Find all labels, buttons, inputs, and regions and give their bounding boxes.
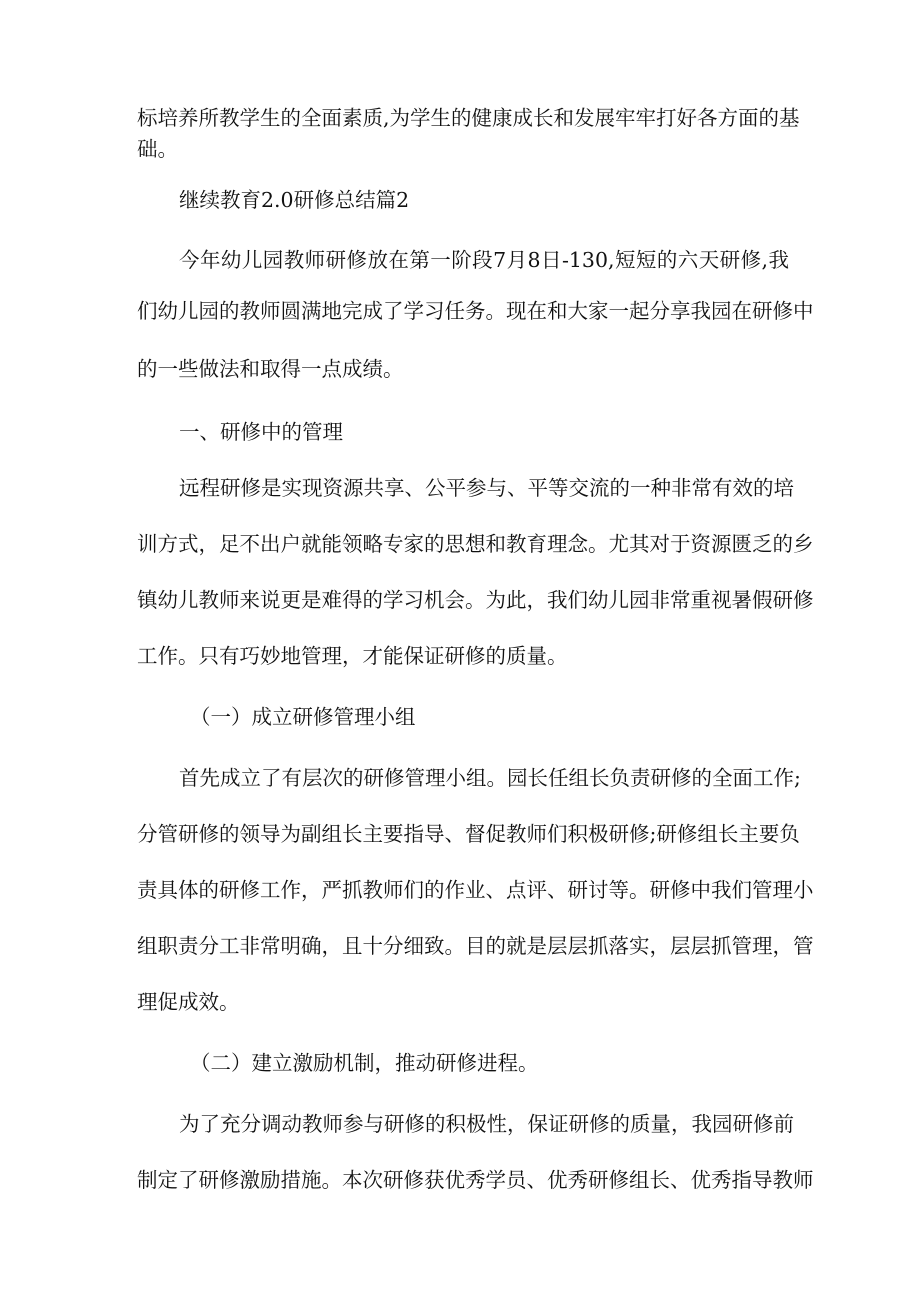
body-text-line: 首先成立了有层次的研修管理小组。园长任组长负责研修的全面工作;	[179, 766, 801, 790]
subsection-heading: （二）建立激励机制，推动研修进程。	[190, 1051, 539, 1075]
body-text-line: 们幼儿园的教师圆满地完成了学习任务。现在和大家一起分享我园在研修中	[137, 299, 814, 323]
body-text-line: 远程研修是实现资源共享、公平参与、平等交流的一种非常有效的培	[179, 476, 794, 500]
body-text-line: 工作。只有巧妙地管理，才能保证研修的质量。	[137, 644, 568, 668]
body-text-line: 分管研修的领导为副组长主要指导、督促教师们积极研修;研修组长主要负	[137, 822, 800, 846]
body-text-line: 为了充分调动教师参与研修的积极性，保证研修的质量，我园研修前	[179, 1112, 794, 1136]
body-text-line: 镇幼儿教师来说更是难得的学习机会。为此，我们幼儿园非常重视暑假研修	[137, 588, 814, 612]
body-text-line: 标培养所教学生的全面素质,为学生的健康成长和发展牢牢打好各方面的基	[137, 106, 800, 130]
body-text-line: 今年幼儿园教师研修放在第一阶段7月8日-130,短短的六天研修,我	[179, 248, 789, 272]
section-heading: 继续教育2.0研修总结篇2	[179, 188, 410, 212]
body-text-line: 训方式，足不出户就能领略专家的思想和教育理念。尤其对于资源匮乏的乡	[137, 532, 814, 556]
body-text-line: 责具体的研修工作，严抓教师们的作业、点评、研讨等。研修中我们管理小	[137, 878, 814, 902]
body-text-line: 础。	[137, 137, 178, 161]
subsection-heading: （一）成立研修管理小组	[190, 705, 416, 729]
body-text-line: 制定了研修激励措施。本次研修获优秀学员、优秀研修组长、优秀指导教师	[137, 1168, 814, 1192]
body-text-line: 的一些做法和取得一点成绩。	[137, 357, 404, 381]
body-text-line: 理促成效。	[137, 990, 240, 1014]
body-text-line: 组职责分工非常明确，且十分细致。目的就是层层抓落实，层层抓管理，管	[137, 934, 814, 958]
subsection-heading: 一、研修中的管理	[179, 420, 343, 444]
